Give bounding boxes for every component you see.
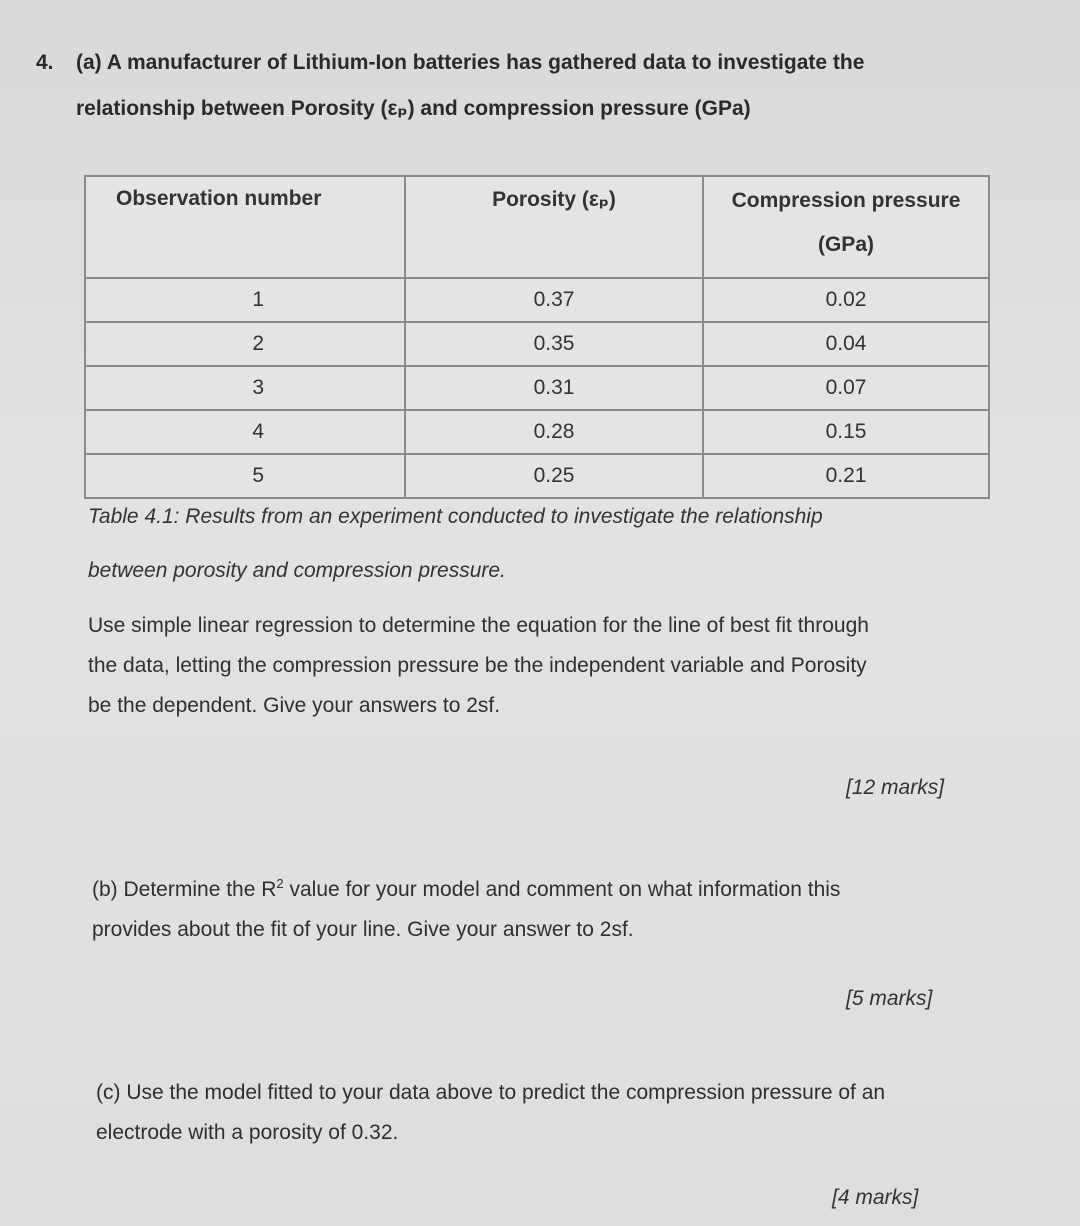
part-a-line1: Use simple linear regression to determine the equation for the line of best fit through <box>88 614 869 637</box>
cell-observation: 3 <box>85 366 405 410</box>
cell-pressure: 0.04 <box>703 322 989 366</box>
part-c-marks: [4 marks] <box>832 1186 919 1209</box>
header-porosity: Porosity (εₚ) <box>405 176 703 278</box>
header-pressure-line2: (GPa) <box>817 233 874 256</box>
cell-observation: 2 <box>85 322 405 366</box>
cell-porosity: 0.35 <box>405 322 703 366</box>
question-number: 4. <box>36 51 54 74</box>
cell-porosity: 0.31 <box>405 366 703 410</box>
cell-observation: 5 <box>85 454 405 498</box>
part-c-line2: electrode with a porosity of 0.32. <box>96 1121 399 1144</box>
header-observation: Observation number <box>85 176 405 278</box>
part-b-question <box>92 864 972 950</box>
cell-porosity: 0.25 <box>405 454 703 498</box>
cell-observation: 1 <box>85 278 405 322</box>
results-table <box>84 175 990 499</box>
table-header-row <box>85 176 989 278</box>
table-row <box>85 278 989 322</box>
table-row <box>85 366 989 410</box>
part-b-line2: provides about the fit of your line. Give your answer to 2sf. <box>92 918 634 941</box>
part-a-intro-line1: (a) A manufacturer of Lithium-Ion batteries has gathered data to investigate the <box>76 51 865 74</box>
part-a-line2: the data, letting the compression pressure be the independent variable and Porosity <box>88 654 867 677</box>
header-pressure-line1: Compression pressure <box>731 189 961 212</box>
cell-pressure: 0.07 <box>703 366 989 410</box>
part-b-line1 <box>92 864 972 910</box>
part-c-line1: (c) Use the model fitted to your data above to predict the compression pressure of an <box>96 1081 886 1104</box>
cell-observation: 4 <box>85 410 405 454</box>
header-pressure <box>703 176 989 278</box>
table-row <box>85 322 989 366</box>
table-caption <box>88 490 968 598</box>
part-a-line3: be the dependent. Give your answers to 2sf. <box>88 694 501 717</box>
cell-pressure: 0.21 <box>703 454 989 498</box>
table-row <box>85 410 989 454</box>
part-a-marks: [12 marks] <box>846 776 945 799</box>
r-squared-superscript: 2 <box>276 876 284 891</box>
part-c-question <box>96 1073 976 1153</box>
part-b-line1-post: value for your model and comment on what information this <box>283 878 841 901</box>
cell-porosity: 0.37 <box>405 278 703 322</box>
cell-pressure: 0.15 <box>703 410 989 454</box>
part-a-intro-line2: relationship between Porosity (εₚ) and compression pressure (GPa) <box>76 97 751 120</box>
question-heading <box>36 40 996 132</box>
table-caption-line1: Table 4.1: Results from an experiment conducted to investigate the relationship <box>88 505 823 528</box>
cell-porosity: 0.28 <box>405 410 703 454</box>
part-a-instructions <box>88 606 968 726</box>
part-b-marks: [5 marks] <box>846 987 933 1010</box>
cell-pressure: 0.02 <box>703 278 989 322</box>
part-b-line1-pre: (b) Determine the R <box>92 878 277 901</box>
table-caption-line2: between porosity and compression pressure. <box>88 559 506 582</box>
